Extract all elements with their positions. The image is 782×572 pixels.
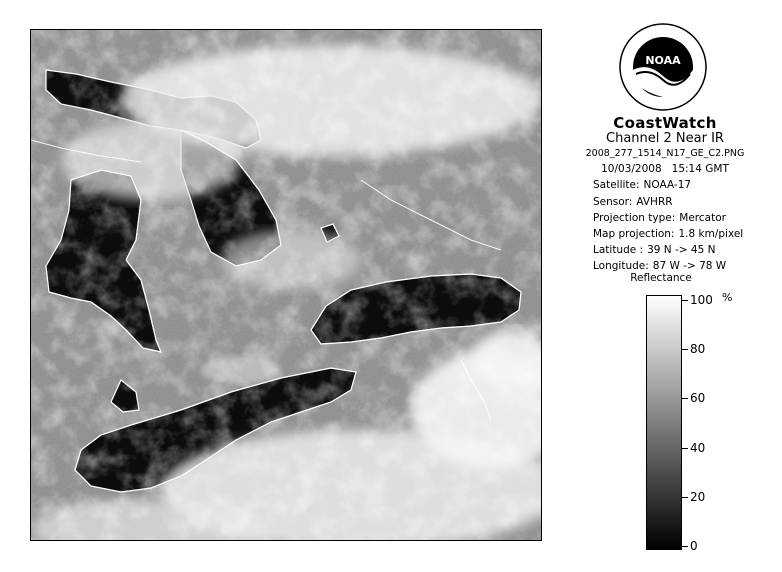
metadata-label: Longitude: (593, 260, 649, 272)
metadata-value: 87 W -> 78 W (652, 260, 727, 272)
cloud-cover (31, 30, 542, 541)
colorbar-tick-label: 60 (690, 391, 706, 405)
metadata-row (593, 179, 691, 191)
colorbar-unit: % (722, 291, 733, 304)
metadata-value: AVHRR (636, 196, 673, 208)
datetime-label (560, 163, 770, 175)
metadata-row (593, 196, 673, 208)
time-label: 15:14 GMT (671, 163, 729, 175)
filename-label: 2008_277_1514_N17_GE_C2.PNG (585, 148, 745, 159)
noaa-seal-icon (618, 22, 708, 112)
metadata-label: Sensor: (593, 196, 633, 208)
colorbar (646, 295, 682, 550)
metadata-row (593, 228, 743, 240)
legend-title: CoastWatch (613, 114, 717, 132)
metadata-value: 39 N -> 45 N (647, 244, 716, 256)
metadata-label: Satellite: (593, 179, 640, 191)
satellite-image (30, 29, 542, 541)
colorbar-tick-label: 0 (690, 539, 698, 553)
metadata-row (593, 260, 726, 272)
channel-label: Channel 2 Near IR (606, 131, 724, 146)
colorbar-tick (682, 398, 688, 399)
colorbar-tick (682, 448, 688, 449)
date-label: 10/03/2008 (601, 163, 662, 175)
satellite-map (31, 30, 542, 541)
colorbar-tick (682, 300, 688, 301)
metadata-value: Mercator (679, 212, 726, 224)
colorbar-tick-label: 100 (690, 293, 713, 307)
metadata-label: Latitude : (593, 244, 644, 256)
noaa-logo (618, 22, 708, 112)
colorbar-tick-label: 20 (690, 490, 706, 504)
colorbar-tick (682, 497, 688, 498)
metadata-row (593, 212, 726, 224)
metadata-value: NOAA-17 (643, 179, 692, 191)
colorbar-tick-label: 40 (690, 441, 706, 455)
logo-text: NOAA (645, 54, 681, 67)
metadata-value: 1.8 km/pixel (678, 228, 744, 240)
colorbar-tick (682, 349, 688, 350)
colorbar-tick (682, 546, 688, 547)
colorbar-tick-label: 80 (690, 342, 706, 356)
metadata-label: Projection type: (593, 212, 676, 224)
metadata-label: Map projection: (593, 228, 675, 240)
colorbar-label: Reflectance (630, 272, 692, 284)
metadata-row (593, 244, 715, 256)
